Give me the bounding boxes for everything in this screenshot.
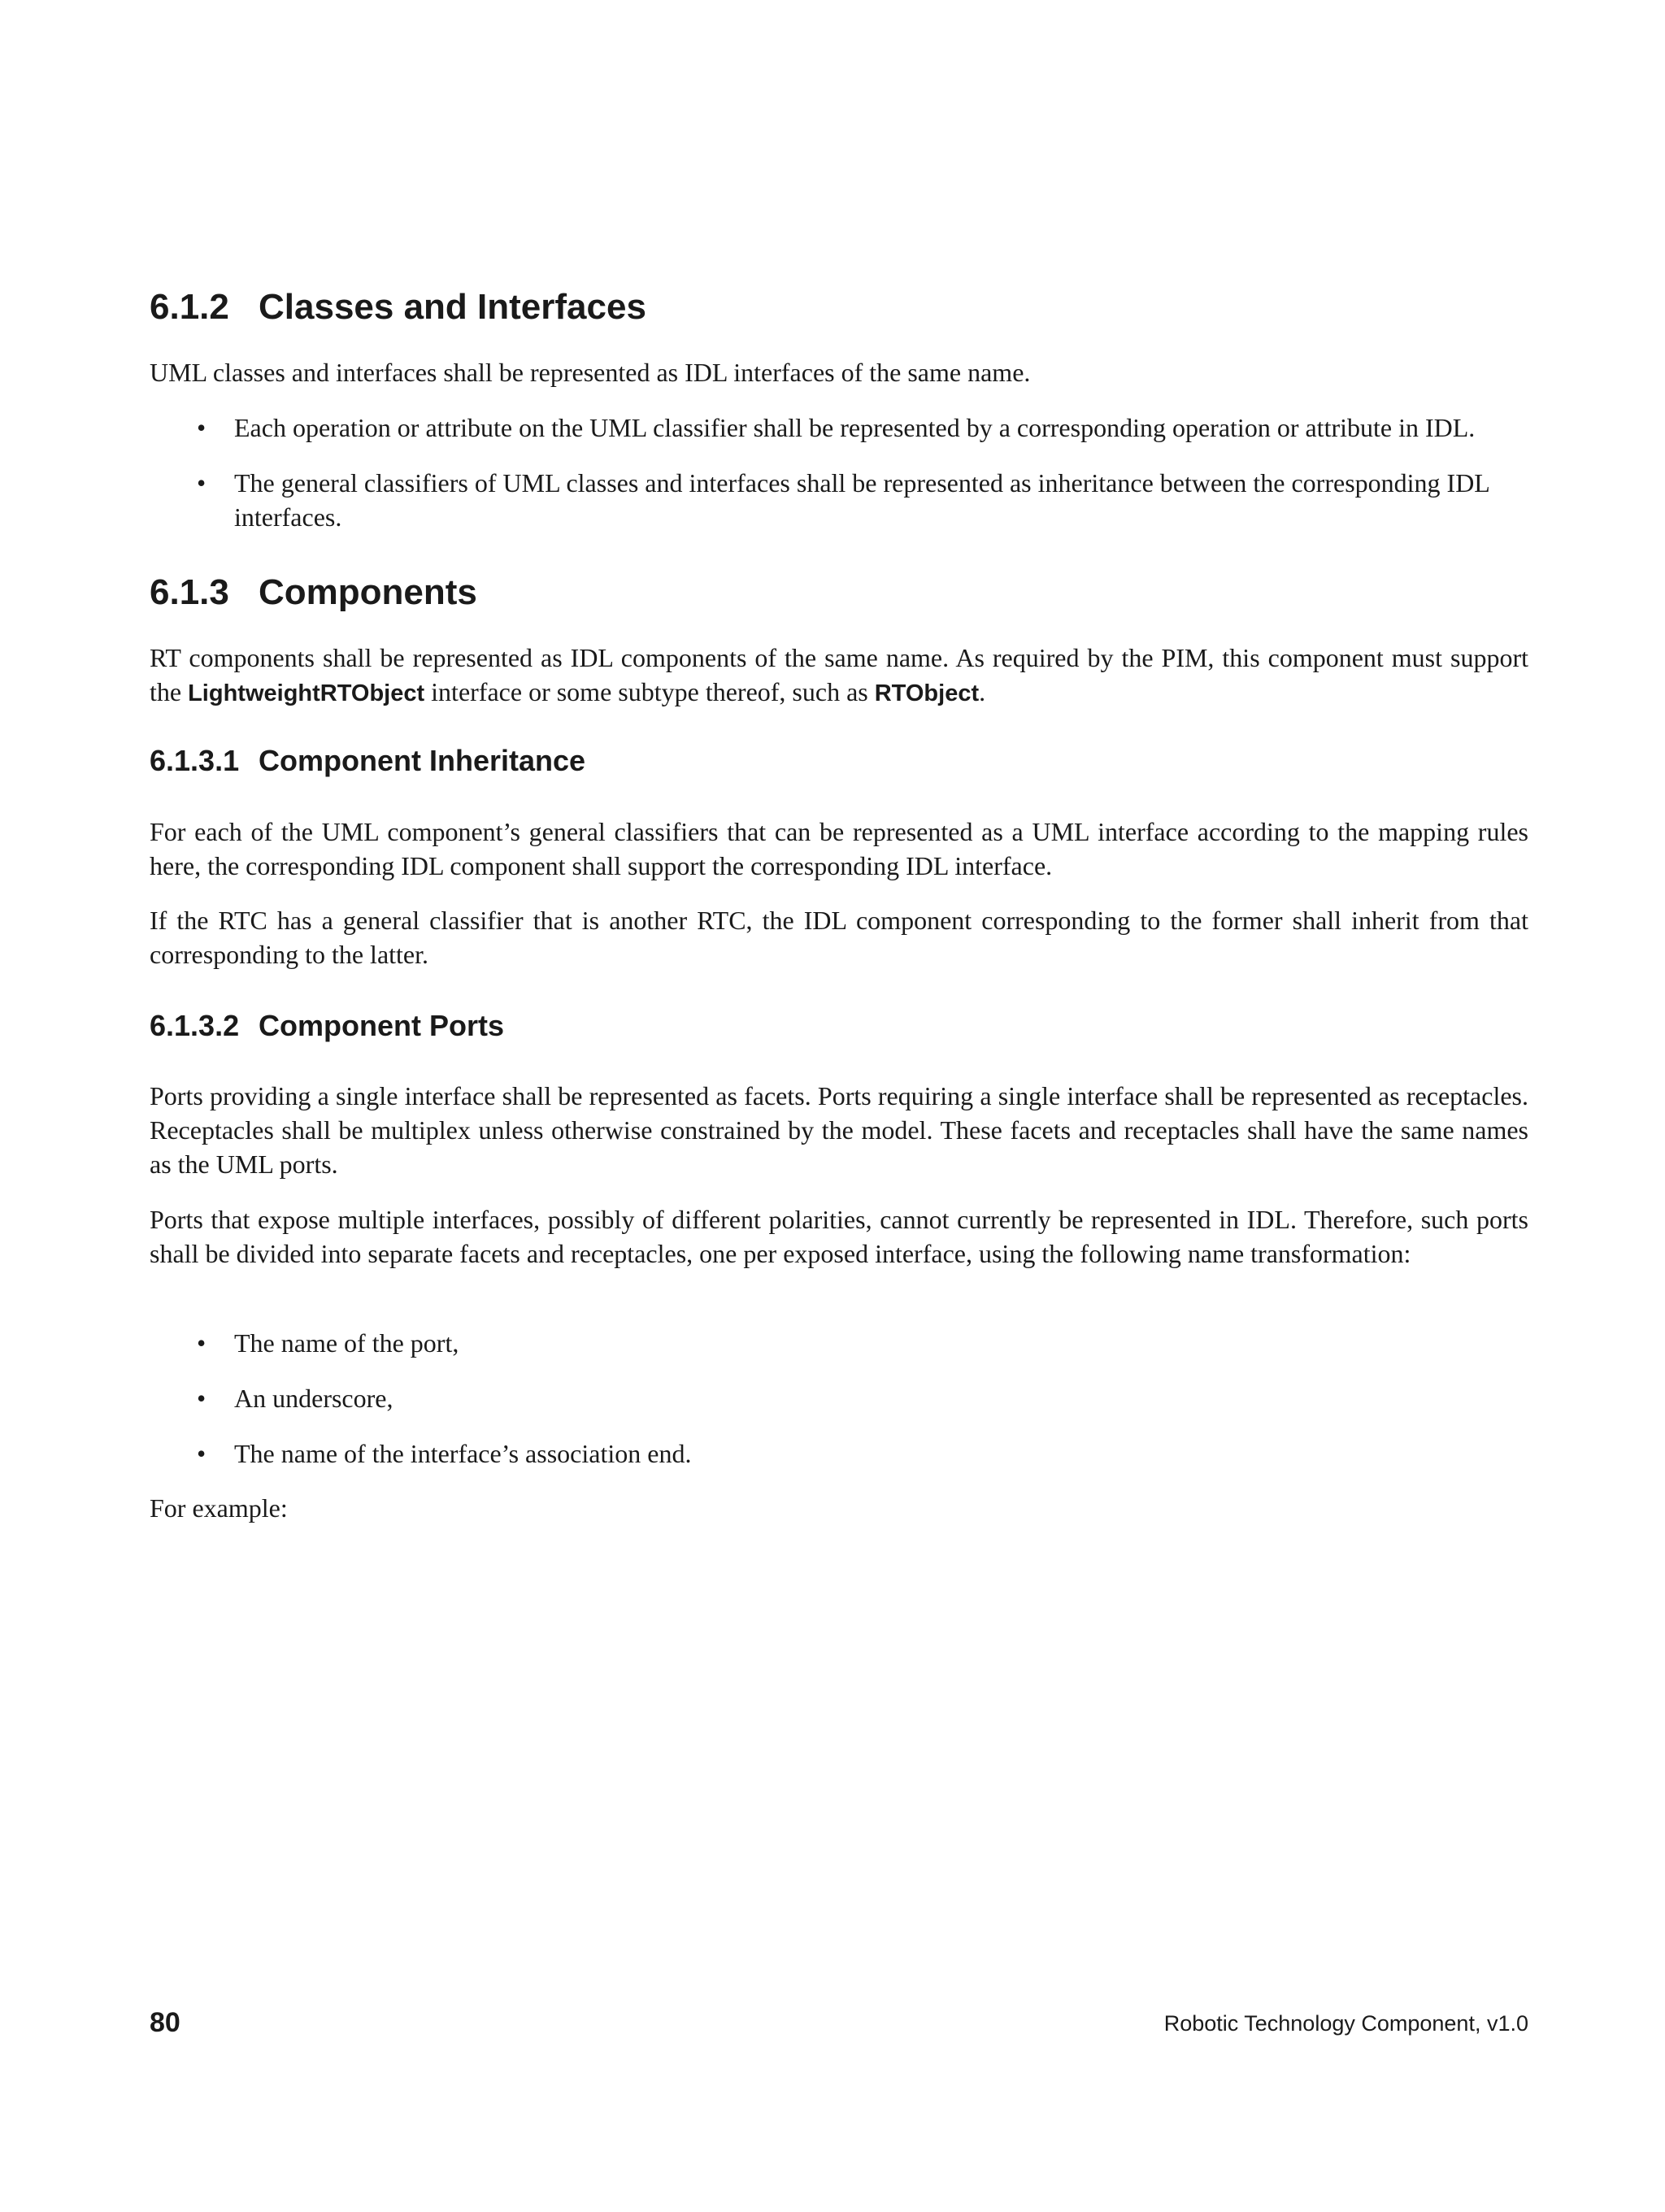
bullet-glyph: • [197, 1328, 206, 1358]
term-rtobject: RTObject [874, 680, 980, 706]
bullet-glyph: • [197, 413, 206, 442]
paragraph-ports-2: Ports that expose multiple interfaces, possibly of different polarities, cannot currently be represented in IDL. Therefore, such ports shall be divided into separate facets and receptacles, one per exposed interface, using the following name transformation: [150, 1205, 1528, 1268]
paragraph-components [150, 641, 1528, 711]
heading-number: 6.1.3 [150, 572, 229, 612]
paragraph-text: interface or some subtype thereof, such as [424, 677, 875, 706]
heading-title: Component Ports [259, 1009, 504, 1042]
heading-title: Components [259, 572, 477, 612]
heading-6-1-2 [150, 286, 646, 328]
heading-number: 6.1.3.2 [150, 1009, 240, 1042]
paragraph-ports-1: Ports providing a single interface shall be represented as facets. Ports requiring a single interface shall be represented as receptacles. Receptacles shall be multiplex unless otherwise constrained by the model. These facets and receptacles shall have the same names as the UML ports. [150, 1081, 1528, 1179]
heading-6-1-3-2 [150, 1008, 504, 1044]
paragraph-classes-intro: UML classes and interfaces shall be represented as IDL interfaces of the same name. [150, 358, 1031, 387]
heading-title: Classes and Interfaces [259, 287, 646, 327]
list-item-text: Each operation or attribute on the UML classifier shall be represented by a corresponding operation or attribute in IDL. [234, 413, 1476, 442]
paragraph-inheritance-1: For each of the UML component’s general classifiers that can be represented as a UML interface according to the mapping rules here, the corresponding IDL component shall support the corresponding IDL interface. [150, 817, 1528, 880]
paragraph-for-example: For example: [150, 1493, 288, 1523]
document-title: Robotic Technology Component, v1.0 [1163, 2011, 1528, 2036]
heading-6-1-3 [150, 571, 477, 614]
list-item [197, 1436, 1528, 1471]
list-item-text: The name of the port, [234, 1328, 459, 1358]
list-item-text: The general classifiers of UML classes and interfaces shall be represented as inheritance between the corresponding IDL interfaces. [234, 468, 1489, 532]
paragraph-text: RT components shall be represented as IDL components of the same name. As required by the PIM, this component must support the [150, 643, 1528, 706]
paragraph-inheritance-2: If the RTC has a general classifier that is another RTC, the IDL component corresponding to the former shall inherit from that corresponding to the latter. [150, 906, 1528, 969]
list-item-text: An underscore, [234, 1384, 393, 1413]
heading-title: Component Inheritance [259, 744, 586, 777]
paragraph-text: . [979, 677, 986, 706]
document-page [150, 0, 1528, 2212]
list-item [197, 411, 1528, 445]
heading-number: 6.1.2 [150, 287, 229, 327]
list-item-text: The name of the interface’s association end. [234, 1439, 692, 1468]
term-lightweight-rtobject: LightweightRTObject [188, 680, 425, 706]
bullet-glyph: • [197, 468, 206, 498]
heading-6-1-3-1 [150, 743, 585, 779]
list-item [197, 466, 1528, 534]
page-number: 80 [150, 2007, 180, 2038]
bullet-glyph: • [197, 1384, 206, 1413]
list-item [197, 1381, 1528, 1415]
heading-number: 6.1.3.1 [150, 744, 240, 777]
list-item [197, 1326, 1528, 1360]
bullet-glyph: • [197, 1439, 206, 1468]
